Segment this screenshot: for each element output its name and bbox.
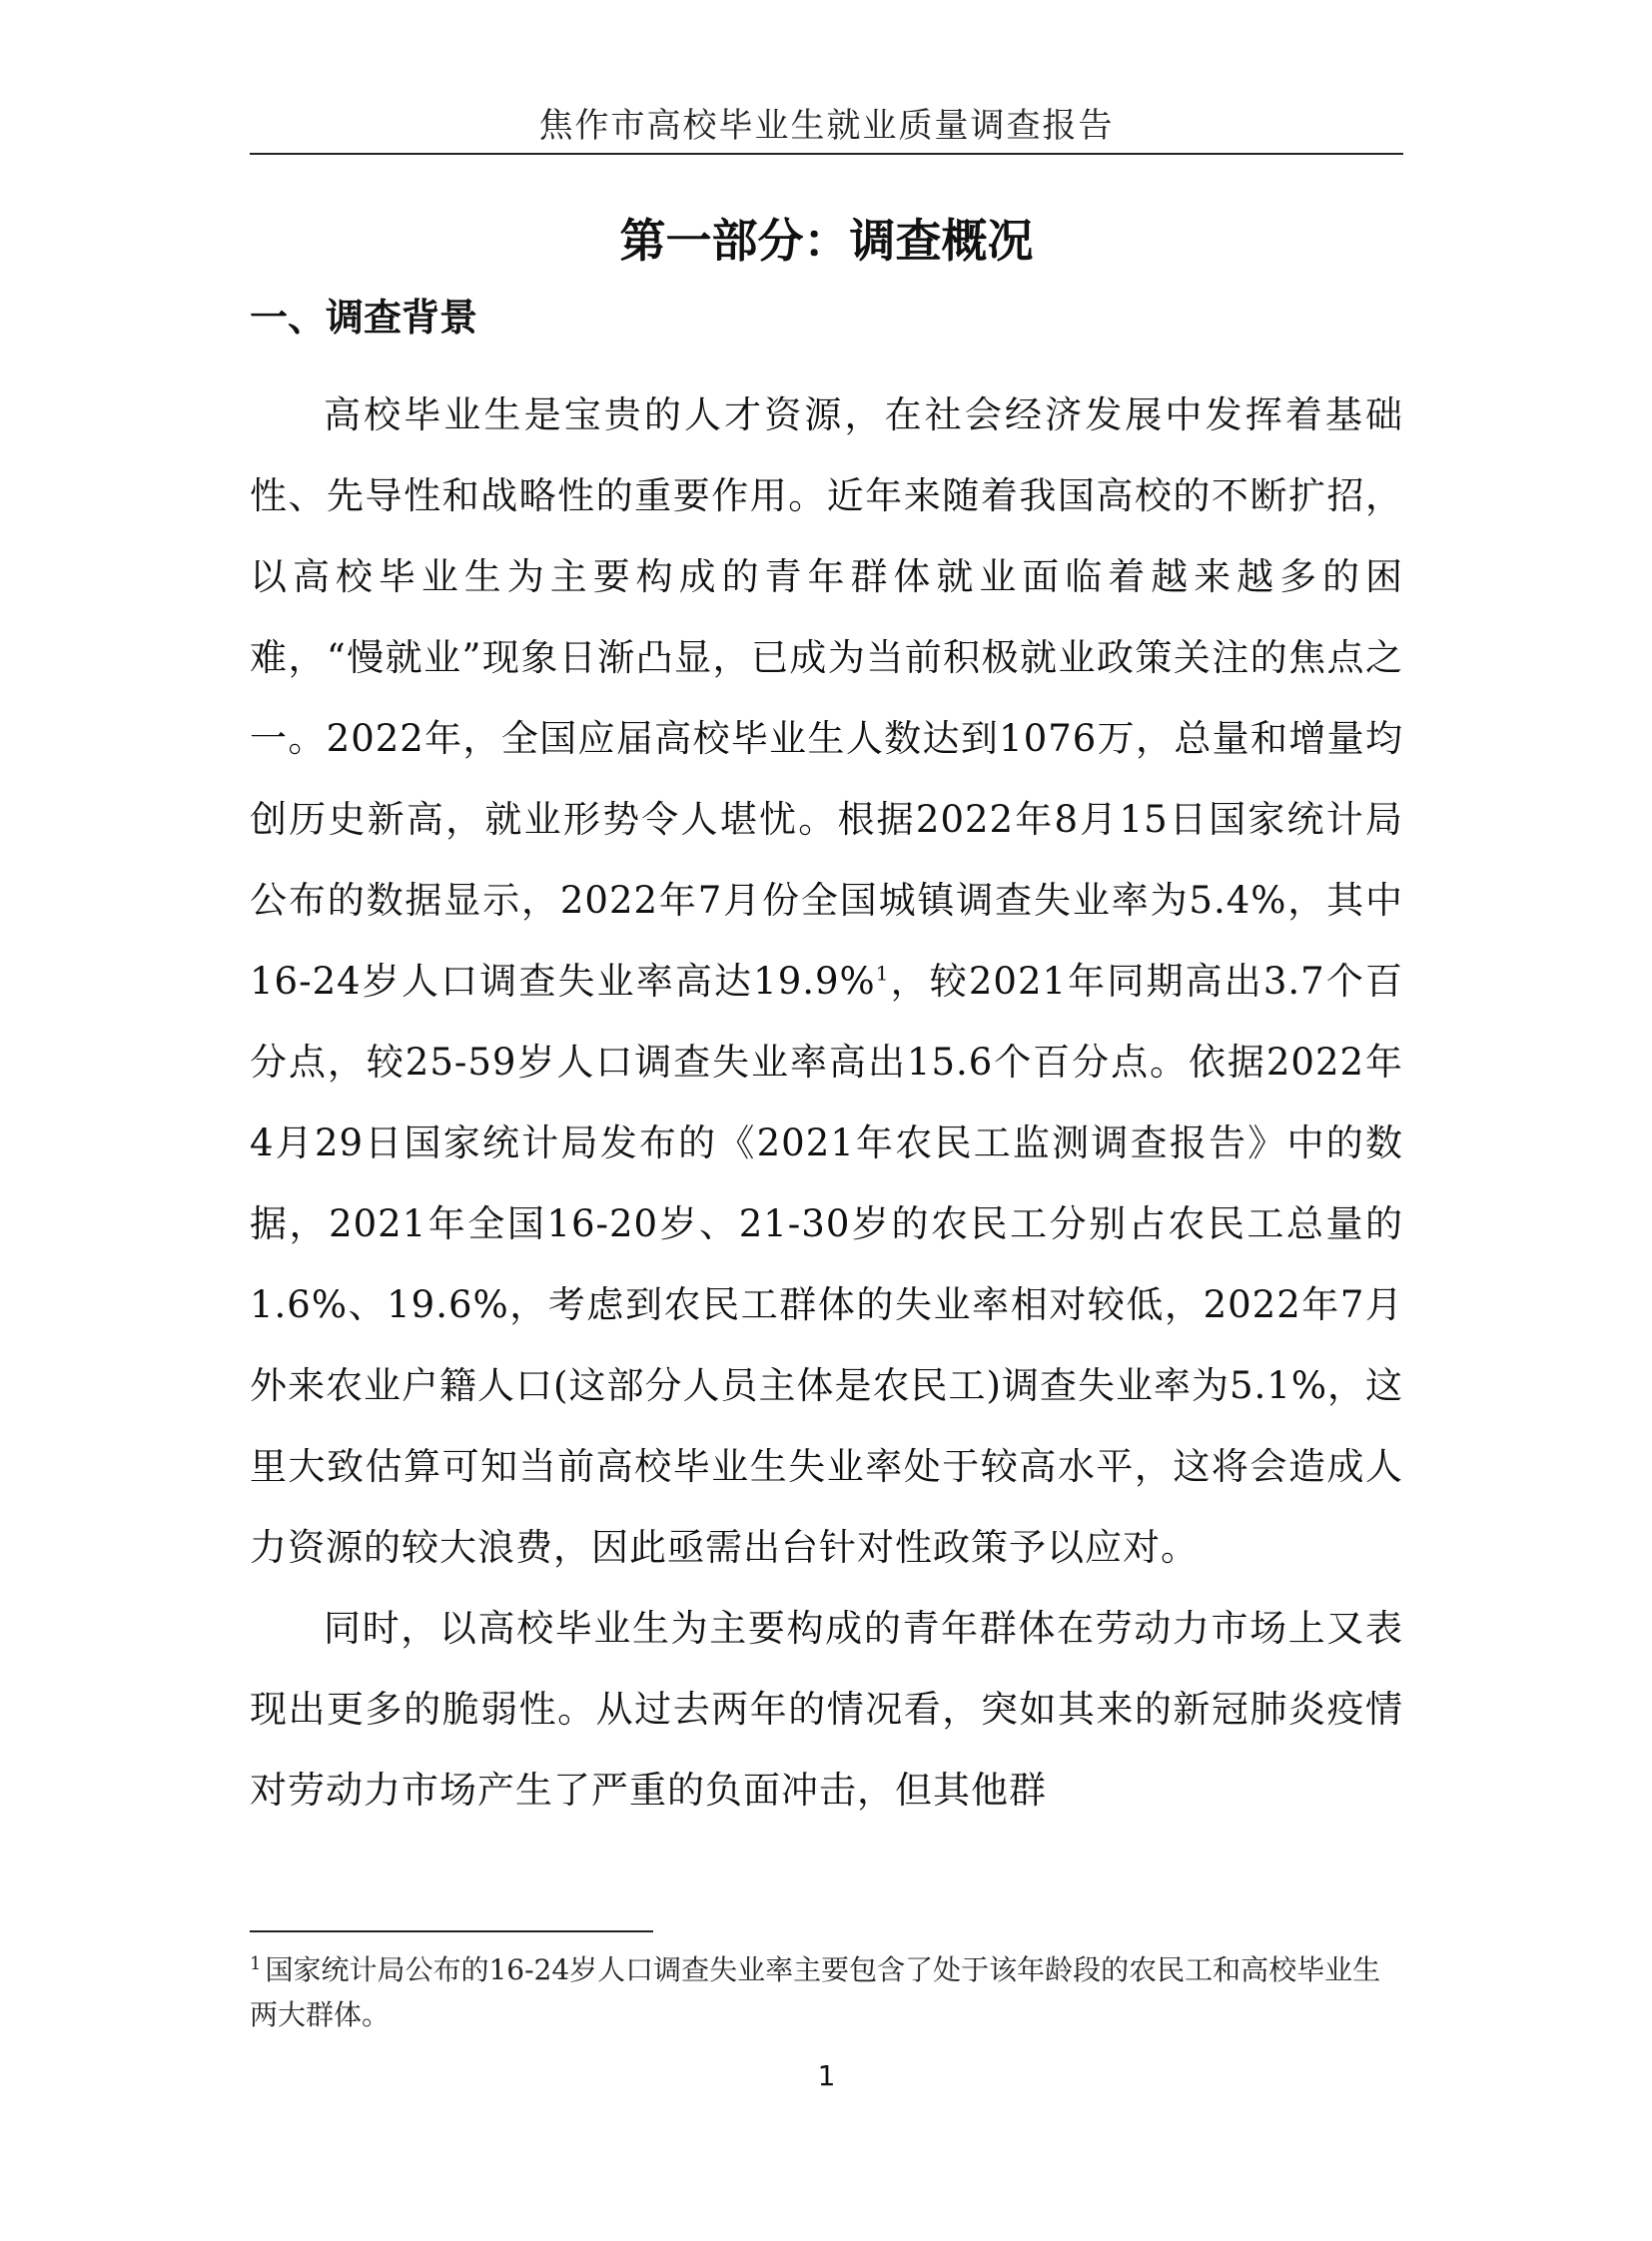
footnote-divider (250, 1930, 653, 1932)
body-text (250, 374, 1403, 1831)
footnote-reference[interactable]: 1 (875, 961, 890, 986)
section-heading: 一、调查背景 (250, 296, 478, 340)
part-title: 第一部分：调查概况 (619, 214, 1034, 268)
paragraph-1-part-a: 高校毕业生是宝贵的人才资源，在社会经济发展中发挥着基础性、先导性和战略性的重要作用。近年来随着我国高校的不断扩招，以高校毕业生为主要构成的青年群体就业面临着越来越多的困难，“慢就业”现象日渐凸显，已成为当前积极就业政策关注的焦点之一。2022年，全国应届高校毕业生人数达到1076万，总量和增量均创历史新高，就业形势令人堪忧。根据2022年8月15日国家统计局公布的数据显示，2022年7月份全国城镇调查失业率为5.4%，其中16-24岁人口调查失业率高达19.9% (250, 393, 1403, 1003)
footnote-mark: 1 (250, 1952, 262, 1974)
page-number: 1 (817, 2059, 836, 2092)
header-divider (250, 153, 1403, 155)
paragraph-1-part-b: ，较2021年同期高出3.7个百分点，较25-59岁人口调查失业率高出15.6个百分点。依据2022年4月29日国家统计局发布的《2021年农民工监测调查报告》中的数据，2021年全国16-20岁、21-30岁的农民工分别占农民工总量的1.6%、19.6%，考虑到农民工群体的失业率相对较低，2022年7月外来农业户籍人口(这部分人员主体是农民工)调查失业率为5.1%，这里大致估算可知当前高校毕业生失业率处于较高水平，这将会造成人力资源的较大浪费，因此亟需出台针对性政策予以应对。 (250, 960, 1403, 1569)
footnote-text: 国家统计局公布的16-24岁人口调查失业率主要包含了处于该年龄段的农民工和高校毕业生两大群体。 (250, 1953, 1381, 2031)
paragraph-2: 同时，以高校毕业生为主要构成的青年群体在劳动力市场上又表现出更多的脆弱性。从过去两年的情况看，突如其来的新冠肺炎疫情对劳动力市场产生了严重的负面冲击，但其他群 (250, 1607, 1403, 1812)
paragraph-1 (250, 374, 1403, 1588)
footnote (250, 1947, 1403, 2037)
running-header: 焦作市高校毕业生就业质量调查报告 (538, 106, 1115, 146)
